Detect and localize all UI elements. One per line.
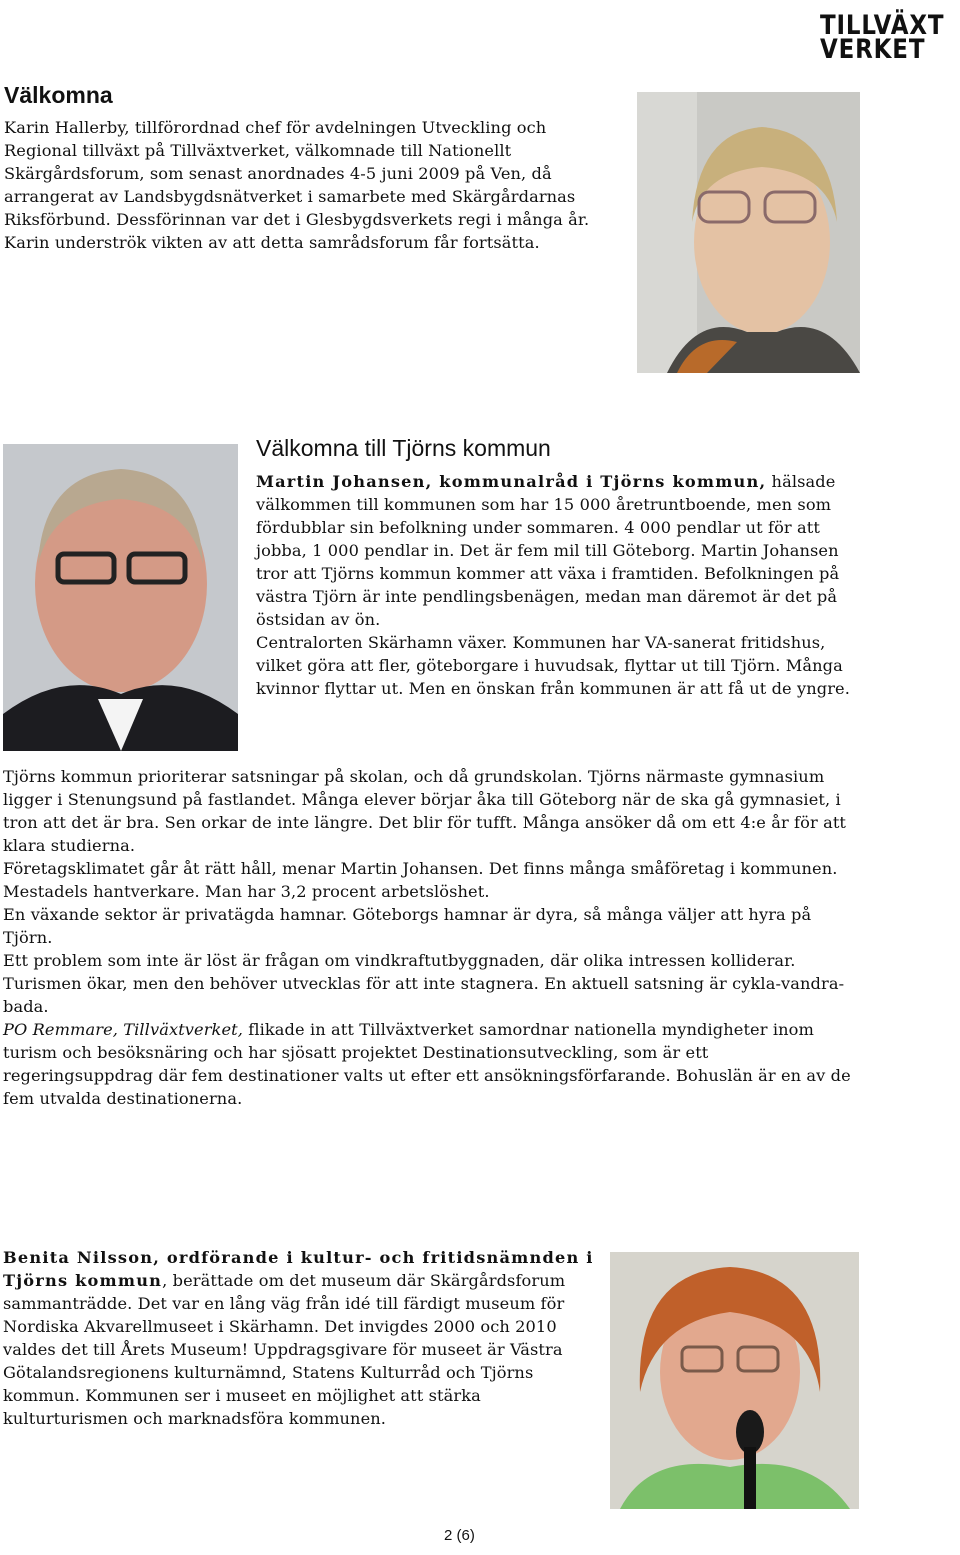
section2-body (256, 470, 856, 700)
heading-valkomna-tjorn: Välkomna till Tjörns kommun (256, 435, 551, 461)
section2-paragraph1 (256, 470, 856, 631)
paragraph-business-a: Företagsklimatet går åt rätt håll, menar Martin Johansen. Det finns många småföretag i kommunen. Mestadels hantverkare. Man har 3,2 procent arbetslöshet. (3, 859, 838, 901)
speaker-martin: Martin Johansen, kommunalråd i Tjörns kommun, (256, 472, 767, 491)
logo-line2: VERKET (820, 34, 926, 65)
paragraph-business (3, 857, 858, 949)
paragraph-schools: Tjörns kommun prioriterar satsningar på skolan, och då grundskolan. Tjörns närmaste gymnasium ligger i Stenungsund på fastlandet. Många elever börjar åka till Göteborg när de ska gå gymnasiet, i tron att det är bra. Sen orkar de inte längre. Det blir för tufft. Många ansöker då om ett 4:e år för att klara studierna. (3, 767, 847, 855)
section3-text: , berättade om det museum där Skärgårdsforum sammanträdde. Det var en lång väg från idé till färdigt museum för Nordiska Akvarellmuseet i Skärhamn. Det invigdes 2000 och 2010 valdes det till Årets Museum! Uppdragsgivare för museet är Västra Götalandsregionens kulturnämnd, Statens Kulturråd och Tjörns kommun. Kommunen ser i museet en möjlighet att stärka kulturturismen och marknadsföra kommunen. (3, 1271, 566, 1428)
photo-benita-nilsson (610, 1252, 859, 1509)
paragraph-tourism: Turismen ökar, men den behöver utvecklas för att inte stagnera. En aktuell satsning är cykla-vandra-bada. (3, 974, 845, 1016)
paragraph-po-remmare-text: flikade in att Tillväxtverket samordnar nationella myndigheter inom turism och besöksnäring och har sjösatt projektet Destinationsutveckling, som är ett regeringsuppdrag där fem destinationer valts ut efter ett ansökningsförfarande. Bohuslän är en av de fem utvalda destinationerna. (3, 1020, 851, 1108)
logo-line1: TILLVÄXT (820, 10, 945, 41)
paragraph-po-remmare (3, 1018, 858, 1110)
photo-karin-hallerby (637, 92, 860, 373)
page-number: 2 (6) (444, 1527, 475, 1544)
paragraph-wind: Ett problem som inte är löst är frågan om vindkraftutbyggnaden, där olika intressen kolliderar. (3, 951, 796, 970)
heading-valkomna: Välkomna (4, 82, 113, 108)
photo-martin-johansen (3, 444, 238, 751)
section2-text2: Centralorten Skärhamn växer. Kommunen har VA-sanerat fritidshus, vilket göra att fler, göteborgare i huvudsak, flyttar ut till Tjörn. Många kvinnor flyttar ut. Men en önskan från kommunen är att få ut de yngre. (256, 633, 850, 698)
section3-paragraph (3, 1246, 598, 1430)
speaker-benita: Benita Nilsson, ordförande i kultur- och fritidsnämnden i Tjörns kommun (3, 1248, 594, 1290)
speaker-po-remmare: PO Remmare, Tillväxtverket, (3, 1020, 243, 1039)
main-paragraphs (3, 765, 858, 1110)
tillvaxtverket-logo (806, 6, 956, 64)
paragraph-business-b: En växande sektor är privatägda hamnar. Göteborgs hamnar är dyra, så många väljer att hyra på Tjörn. (3, 905, 812, 947)
section2-text1: hälsade välkommen till kommunen som har 15 000 åretruntboende, men som fördubblar sin befolkning under sommaren. 4 000 pendlar ut för att jobba, 1 000 pendlar in. Det är fem mil till Göteborg. Martin Johansen tror att Tjörns kommun kommer att växa i framtiden. Befolkningen på västra Tjörn är inte pendlingsbenägen, medan man däremot är det på östsidan av ön. (256, 472, 840, 629)
section1-text: Karin Hallerby, tillförordnad chef för avdelningen Utveckling och Regional tillväxt på Tillväxtverket, välkomnade till Nationellt Skärgårdsforum, som senast anordnades 4-5 juni 2009 på Ven, då arrangerat av Landsbygdsnätverket i samarbete med Skärgårdarnas Riksförbund. Dessförinnan var det i Glesbygdsverkets regi i många år. Karin underströk vikten av att detta samrådsforum får fortsätta. (4, 118, 590, 252)
